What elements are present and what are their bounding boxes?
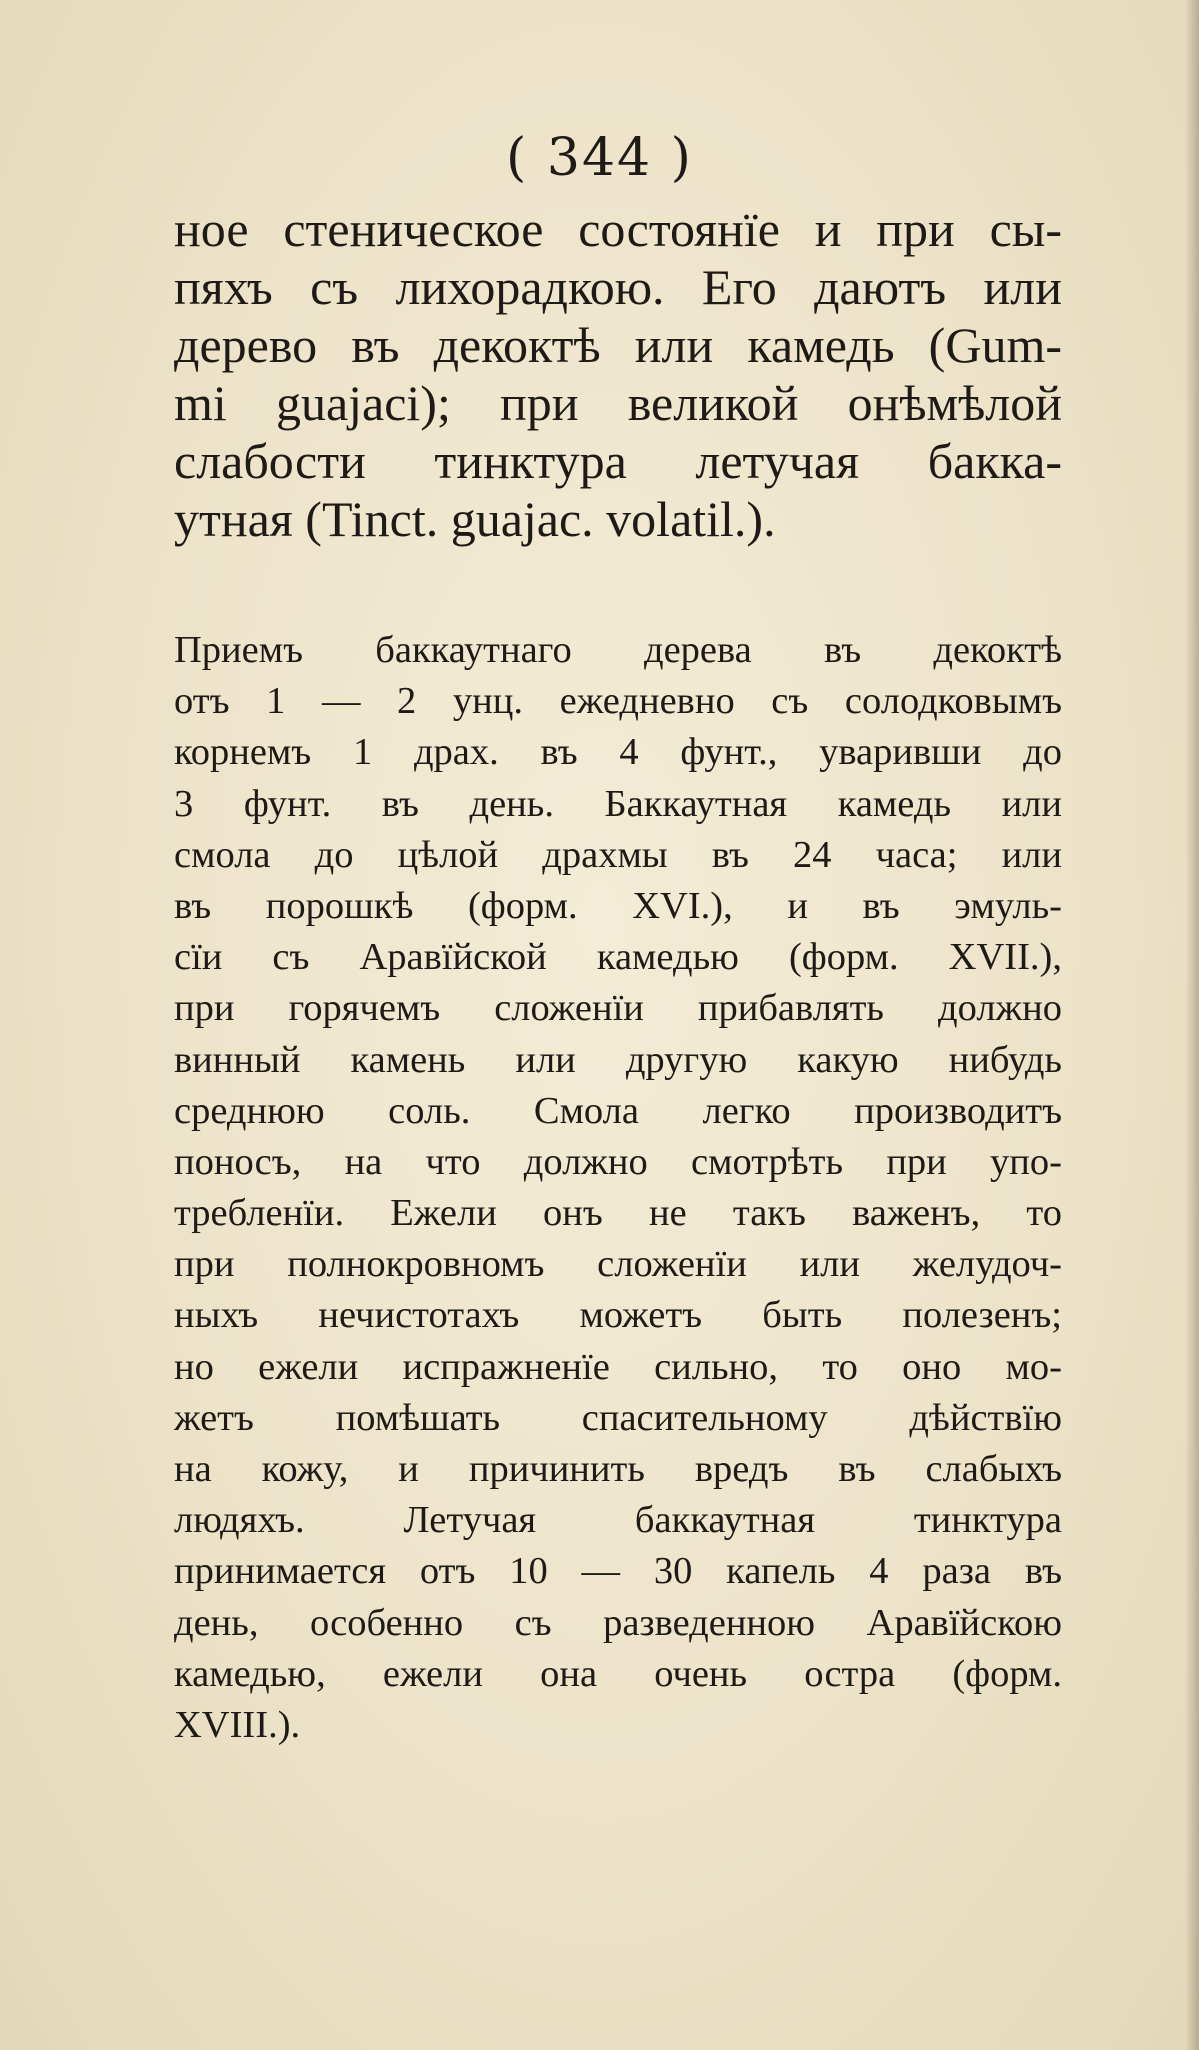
text-line: слабости тинктура летучая бакка- — [174, 433, 1062, 489]
text-line: поносъ, на что должно смотрѣть при упо- — [174, 1140, 1062, 1183]
text-line: Приемъ баккаутнаго дерева въ декоктѣ — [174, 629, 1062, 671]
text-line: людяхъ. Летучая баккаутная тинктура — [174, 1499, 1062, 1542]
text-line: день, особенно съ разведенною Аравїйскою — [174, 1601, 1062, 1644]
text-line: въ порошкѣ (форм. XVI.), и въ эмуль- — [174, 884, 1062, 927]
text-line: корнемъ 1 драх. въ 4 фунт., уваривши до — [174, 731, 1062, 774]
text-line: ное стеническое состоянїе и при сы- — [174, 201, 1062, 257]
text-line: среднюю соль. Смола легко производитъ — [174, 1089, 1062, 1132]
page-edge-shadow — [1185, 0, 1199, 2050]
text-line: утная (Tinct. guajac. volatil.). — [174, 491, 776, 547]
text-line: требленїи. Ежели онъ не такъ важенъ, то — [174, 1192, 1062, 1235]
page-number: ( 344 ) — [506, 128, 693, 188]
text-line: mi guajaci); при великой онѣмѣлой — [174, 375, 1062, 431]
paragraph-1 — [174, 200, 1062, 548]
text-line: смола до цѣлой драхмы въ 24 часа; или — [174, 833, 1062, 876]
text-line: сїи съ Аравїйской камедью (форм. XVII.), — [174, 936, 1062, 979]
text-line: дерево въ декоктѣ или камедь (Gum- — [174, 317, 1062, 373]
text-line: ныхъ нечистотахъ можетъ быть полезенъ; — [174, 1294, 1062, 1337]
text-line: 3 фунт. въ день. Баккаутная камедь или — [174, 782, 1062, 825]
text-line: жетъ помѣшать спасительному дѣйствїю — [174, 1396, 1062, 1439]
text-line: XVIII.). — [174, 1703, 301, 1746]
text-line: отъ 1 — 2 унц. ежедневно съ солодковымъ — [174, 680, 1062, 723]
text-line: на кожу, и причинить вредъ въ слабыхъ — [174, 1448, 1062, 1490]
text-line: при полнокровномъ сложенїи или желудоч- — [174, 1243, 1062, 1286]
text-line: принимается отъ 10 — 30 капель 4 раза въ — [174, 1550, 1062, 1593]
text-line: но ежели испражненїе сильно, то оно мо- — [174, 1345, 1062, 1388]
text-line: при горячемъ сложенїи прибавлять должно — [174, 987, 1062, 1030]
text-line: пяхъ съ лихорадкою. Его даютъ или — [174, 259, 1062, 315]
text-line: камедью, ежели она очень остра (форм. — [174, 1652, 1062, 1695]
text-line: винный камень или другую какую нибудь — [174, 1038, 1062, 1081]
paragraph-2 — [174, 625, 1062, 1751]
